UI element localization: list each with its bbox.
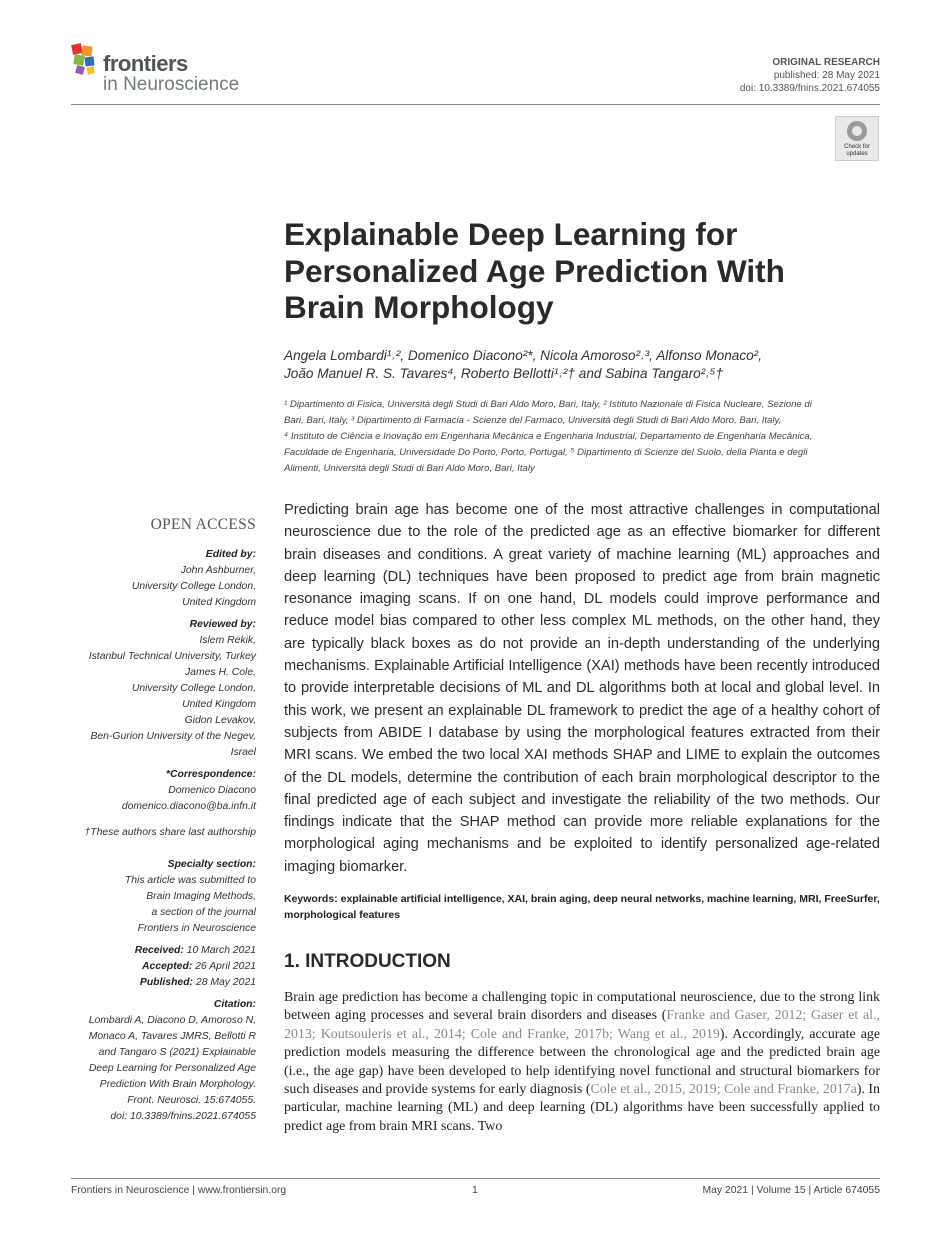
keywords (284, 891, 880, 923)
received-value: 10 March 2021 (186, 945, 256, 956)
editor-line: United Kingdom (182, 597, 256, 608)
citation-line: Monaco A, Tavares JMRS, Bellotti R (88, 1031, 256, 1042)
title-line-2: Personalized Age Prediction With (284, 252, 785, 289)
abstract: Predicting brain age has become one of the most attractive challenges in computational neuroscience due to the role of the predicted age as an effective biomarker for different brain diseases and conditions. A great variety of machine learning (ML) approaches and deep learning (DL) techniques have been proposed to predict age from brain magnetic resonance imaging scans. If on one hand, DL models could improve performance and reduce model bias compared to other less complex ML methods, on the other hand, they are typically black boxes as do not provide an in-depth understanding of the underlying mechanisms. Explainable Artificial Intelligence (XAI) methods have been recently introduced to provide interpretable decisions of ML and DL algorithms both at local and global level. In this work, we present an explainable DL framework to predict the age of a healthy cohort of subjects from ABIDE I database by using the morphological features extracted from their MRI scans. We embed the two local XAI methods SHAP and LIME to explain the outcomes of the DL models, determine the contribution of each brain morphological descriptor to the final predicted age of each subject and investigate the reliability of the two methods. Our findings indicate that the SHAP method can provide more reliable explanations for the morphological aging mechanisms and be exploited to identify personalized age-related imaging biomarker. (284, 502, 880, 875)
reviewer-line: James H. Cole, (184, 667, 256, 678)
editor-line: University College London, (131, 581, 256, 592)
article-type: ORIGINAL RESEARCH (772, 57, 880, 68)
reviewer-line: Gidon Levakov, (184, 715, 256, 726)
citation-doi[interactable]: doi: 10.3389/fnins.2021.674055 (110, 1111, 256, 1122)
frontiers-logo[interactable] (70, 42, 270, 98)
affiliation-line: Bari, Bari, Italy, ³ Dipartimento di Farmacia - Scienze del Farmaco, Università degli Studi di Bari Aldo Moro, Bari, Italy, (284, 415, 782, 426)
article-info-sidebar (60, 517, 256, 1125)
citation-link[interactable]: Franke and Gaser, 2012; Gaser et al., 2013; Koutsouleris et al., 2014; Cole and Franke, 2017b; Wang et al., 2019 (284, 1008, 880, 1042)
citation-link[interactable]: Cole et al., 2015, 2019; Cole and Franke, 2017a (590, 1082, 857, 1098)
author-list (284, 347, 880, 383)
citation-line: and Tangaro S (2021) Explainable (98, 1047, 256, 1058)
doi-link[interactable]: doi: 10.3389/fnins.2021.674055 (739, 83, 880, 94)
affiliation-line: ⁴ Instituto de Ciência e Inovação em Engenharia Mecânica e Engenharia Industrial, Departamento de Engenharia Mecânica, (284, 431, 813, 442)
published-date-sidebar (60, 975, 256, 991)
affiliation-line: ¹ Dipartimento di Fisica, Università degli Studi di Bari Aldo Moro, Bari, Italy, ² Istituto Nazionale di Fisica Nucleare, Sezione di (284, 399, 812, 410)
footer-journal[interactable]: Frontiers in Neuroscience | www.frontiersin.org (71, 1185, 287, 1196)
reviewer-line: Israel (230, 747, 256, 758)
authors-line-2[interactable]: João Manuel R. S. Tavares⁴, Roberto Bellotti¹˒²† and Sabina Tangaro²˒⁵† (284, 366, 724, 381)
page-number: 1 (472, 1185, 478, 1196)
reviewer-line: Islem Rekik, (199, 635, 256, 646)
citation-line: Prediction With Brain Morphology. (99, 1079, 256, 1090)
accepted-label: Accepted: (142, 961, 193, 972)
footer-divider (71, 1178, 880, 1179)
affiliations (284, 397, 880, 477)
accepted-date (60, 959, 256, 975)
affiliation-line: Alimenti, Università degli Studi di Bari Aldo Moro, Bari, Italy (284, 463, 535, 474)
article-meta (740, 56, 880, 95)
accepted-value: 26 April 2021 (195, 961, 256, 972)
frontiers-logo-icon (70, 42, 100, 78)
citation-line: Deep Learning for Personalized Age (88, 1063, 256, 1074)
title-line-1: Explainable Deep Learning for (284, 216, 738, 252)
logo-name: frontiers (103, 51, 188, 76)
published-label: Published: (139, 977, 194, 988)
edited-by-label: Edited by: (205, 549, 256, 560)
published-value: 28 May 2021 (195, 977, 256, 988)
intro-text: ). Accordingly, accurate age prediction models measuring the difference between the chronological age and the predicted brain age (i.e., the age gap) have been developed to help identifying novel functional and structural biomarkers for such diseases and provide systems for early diagnosis ( (284, 1026, 880, 1098)
footer-issue: May 2021 | Volume 15 | Article 674055 (702, 1185, 880, 1196)
affiliation-line: Faculdade de Engenharia, Universidade Do Porto, Porto, Portugal, ⁵ Dipartimento di Scienze del Suolo, della Pianta e degli (284, 447, 808, 458)
received-date (60, 943, 256, 959)
reviewed-by-label: Reviewed by: (189, 619, 256, 630)
updates-icon (847, 121, 867, 141)
check-for-updates-button[interactable] (835, 116, 879, 161)
open-access-label: OPEN ACCESS (150, 516, 256, 533)
intro-text: Brain age prediction has become a challenging topic in computational neuroscience, due to the strong link between aging processes and several brain disorders and diseases ( (284, 990, 880, 1024)
citation-line: Lombardi A, Diacono D, Amoroso N, (88, 1015, 256, 1026)
specialty-line: a section of the journal (151, 907, 256, 918)
introduction-paragraph (284, 989, 880, 1136)
reviewer-line: United Kingdom (182, 699, 256, 710)
correspondence-email[interactable]: domenico.diacono@ba.infn.it (121, 801, 256, 812)
authors-line-1[interactable]: Angela Lombardi¹˒², Domenico Diacono²*, Nicola Amoroso²˒³, Alfonso Monaco², (284, 348, 762, 363)
specialty-line: This article was submitted to (124, 875, 256, 886)
reviewer-line: Ben-Gurion University of the Negev, (90, 731, 256, 742)
keywords-label: Keywords: (284, 893, 338, 905)
specialty-line: Brain Imaging Methods, (146, 891, 256, 902)
citation-line: Front. Neurosci. 15:674055. (127, 1095, 256, 1106)
section-heading: 1. INTRODUCTION (284, 951, 451, 972)
check-updates-label: Check for updates (844, 144, 870, 157)
keywords-list: explainable artificial intelligence, XAI, brain aging, deep neural networks, machine learning, MRI, FreeSurfer, morphological features (284, 893, 880, 921)
correspondence-name: Domenico Diacono (168, 785, 256, 796)
shared-authorship-note: †These authors share last authorship (84, 827, 256, 838)
received-label: Received: (134, 945, 184, 956)
specialty-line: Frontiers in Neuroscience (137, 923, 256, 934)
intro-text: ). In particular, machine learning (ML) and deep learning (DL) algorithms have been successfully applied to predict age from brain MRI scans. Two (284, 1082, 880, 1134)
citation-label: Citation: (213, 999, 256, 1010)
article-title (284, 216, 874, 326)
editor-line: John Ashburner, (180, 565, 256, 576)
reviewer-line: Istanbul Technical University, Turkey (88, 651, 256, 662)
header-divider (71, 104, 880, 105)
logo-journal: in Neuroscience (103, 74, 240, 95)
reviewer-line: University College London, (131, 683, 256, 694)
specialty-section-label: Specialty section: (167, 859, 256, 870)
published-date: published: 28 May 2021 (773, 70, 880, 81)
title-line-3: Brain Morphology (284, 289, 554, 325)
correspondence-label: *Correspondence: (165, 769, 256, 780)
